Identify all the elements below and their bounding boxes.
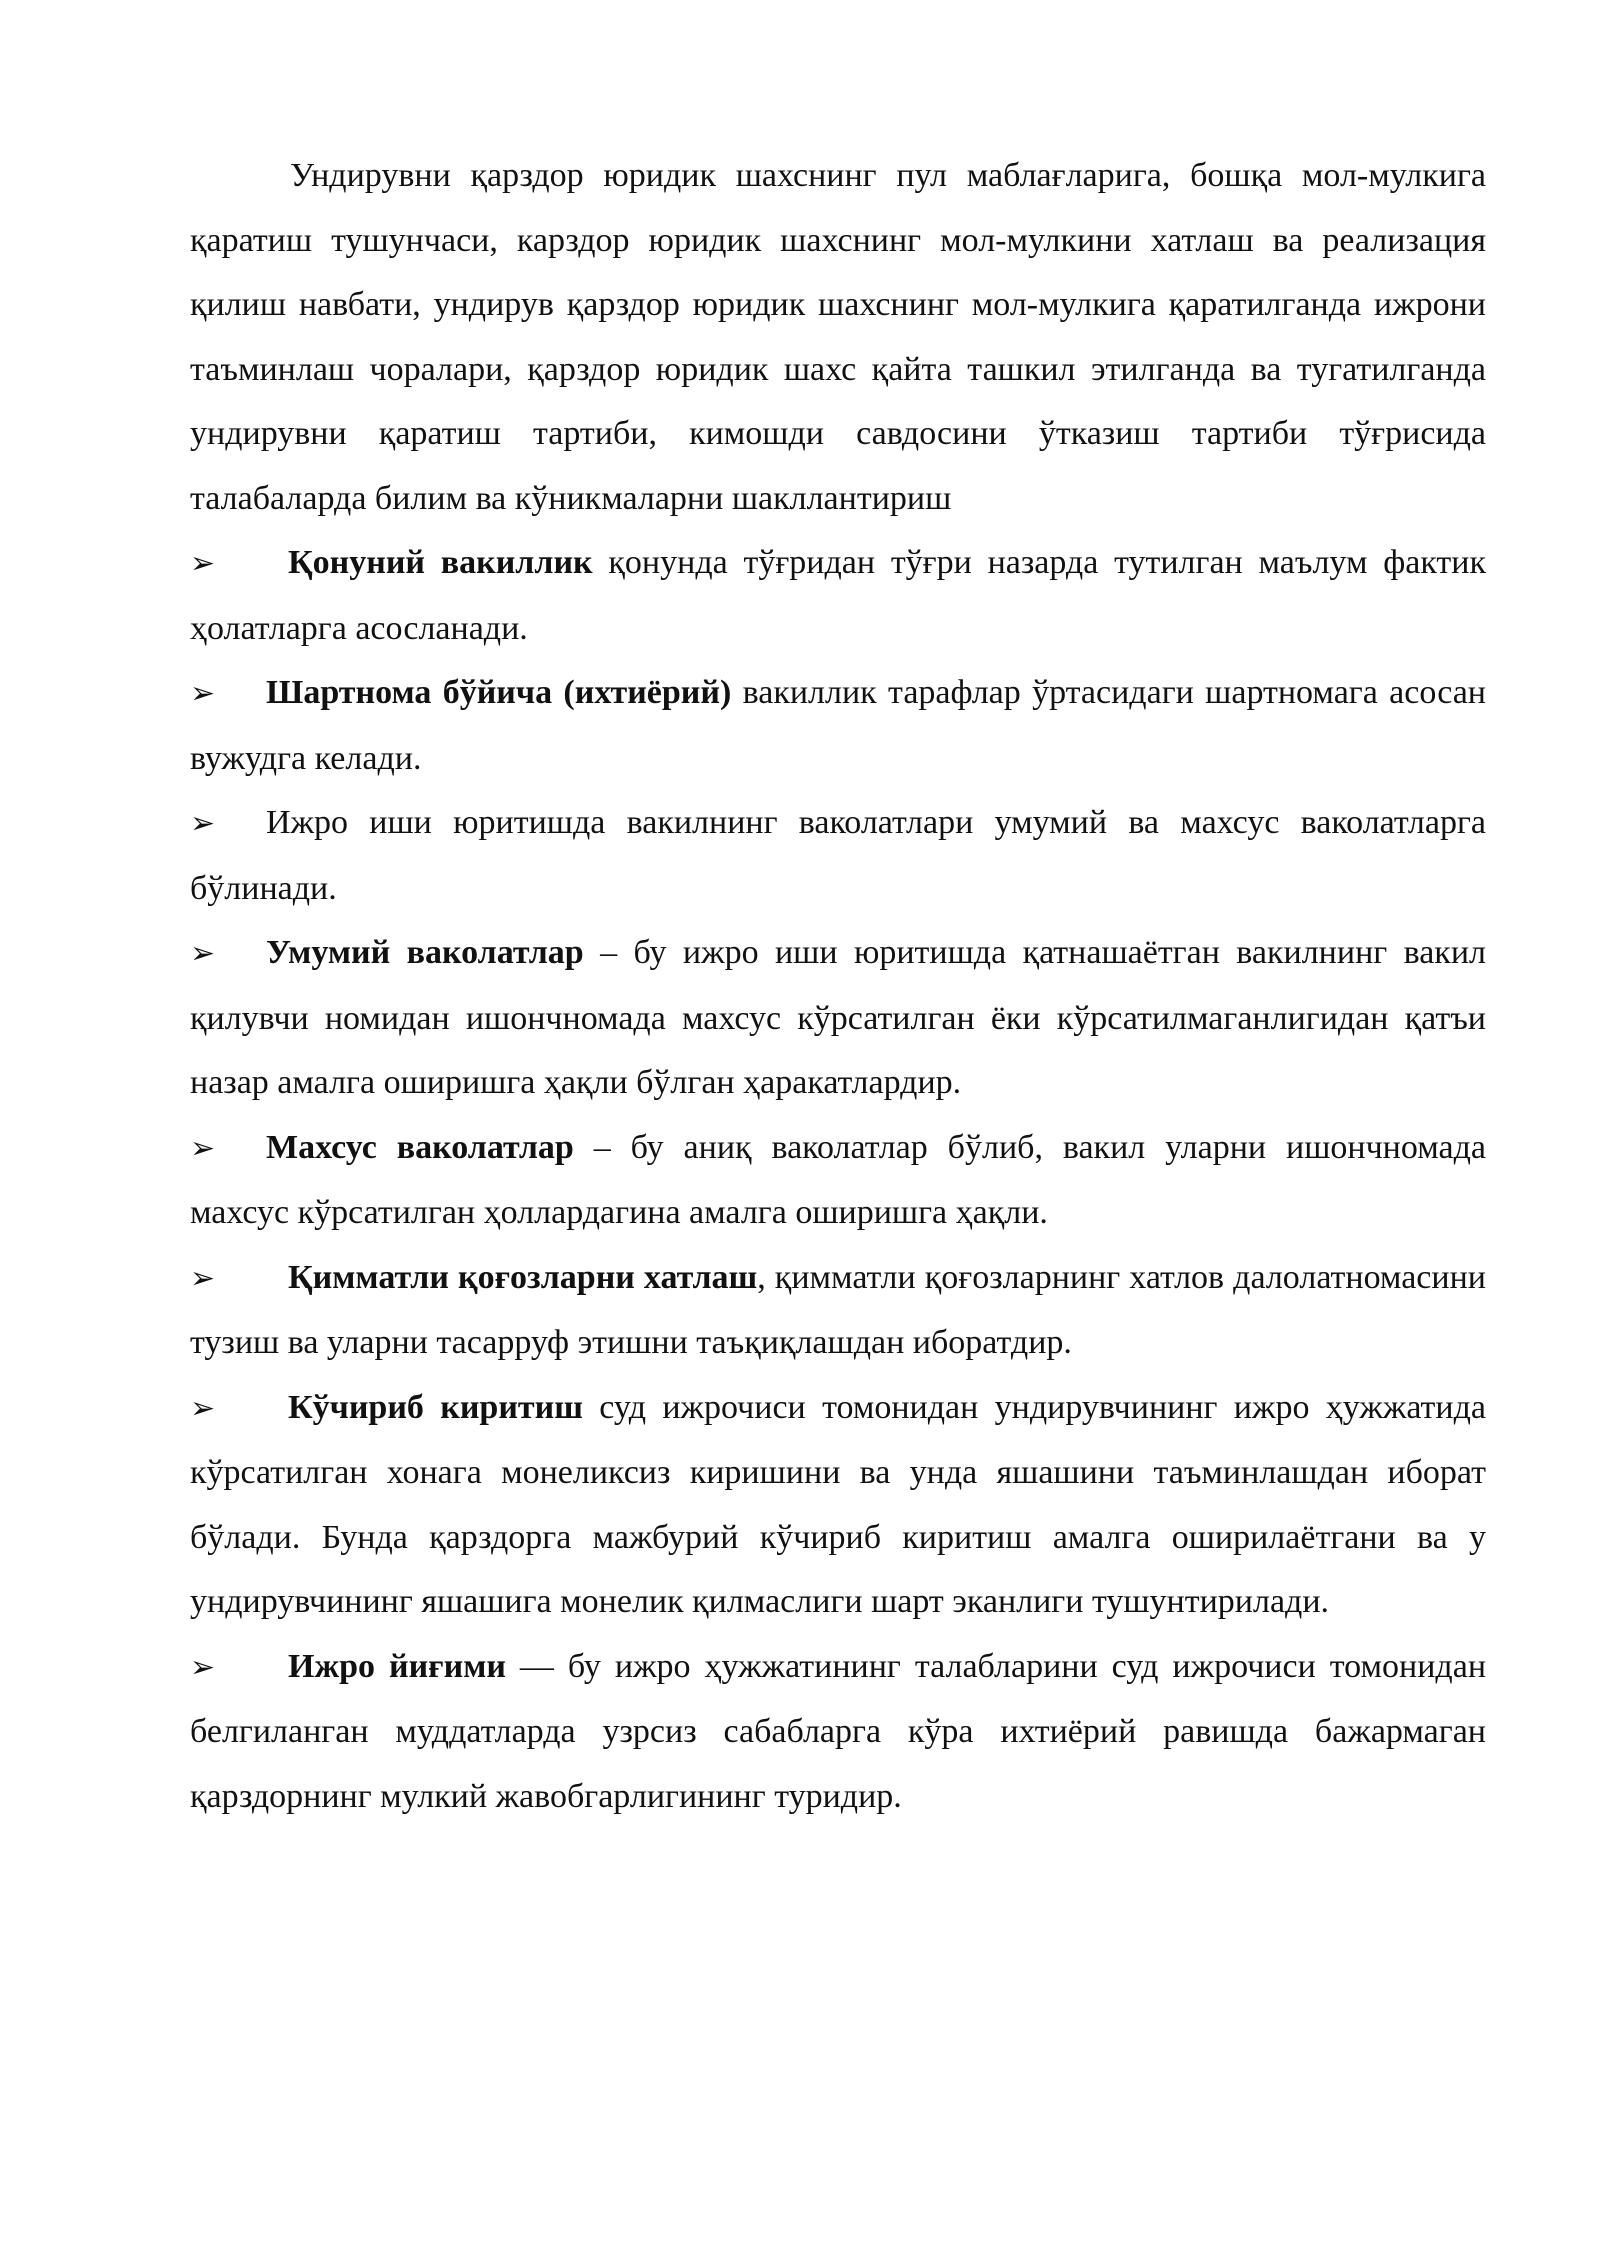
bullet-item-enforcement-fee — [190, 1635, 1486, 1830]
bullet-item-special-powers — [190, 1116, 1486, 1246]
bullet-item-move-in — [190, 1376, 1486, 1635]
bullet-item-powers-division — [190, 791, 1486, 921]
bullet-item-securities-seizure — [190, 1246, 1486, 1376]
bullet-text: , қимматли қоғозларнинг хатлов далолатномасини тузиш ва уларни тасарруф этишни таъқиқлашдан иборатдир. — [190, 1258, 1486, 1361]
arrowhead-bullet-icon: ➢ — [190, 546, 216, 581]
bullet-term: Қимматли қоғозларни хатлаш — [288, 1258, 758, 1296]
bullet-text: суд ижрочиси томонидан ундирувчининг ижро ҳужжатида кўрсатилган хонага монеликсиз киришини ва унда яшашини таъминлашдан иборат бўлади. Бунда қарздорга мажбурий кўчириб киритиш амалга оширилаётгани ва у ундирувчининг яшашига монелик қилмаслиги шарт эканлиги тушунтирилади. — [190, 1388, 1486, 1620]
bullet-item-legal-representation — [190, 531, 1486, 661]
arrowhead-bullet-icon: ➢ — [190, 1260, 216, 1296]
bullet-term: Шартнома бўйича (ихтиёрий) — [266, 674, 732, 711]
arrowhead-bullet-icon: ➢ — [190, 676, 216, 711]
arrowhead-bullet-icon: ➢ — [190, 1390, 216, 1426]
bullet-term: Кўчириб киритиш — [288, 1388, 583, 1426]
bullet-term: Ижро йиғими — [288, 1647, 506, 1685]
arrowhead-bullet-icon: ➢ — [190, 1649, 216, 1685]
bullet-text: — бу ижро ҳужжатининг талабларини суд ижрочиси томонидан белгиланган муддатларда узрсиз сабабларга кўра ихтиёрий равишда бажармаган қарздорнинг мулкий жавобгарлигининг туридир. — [190, 1647, 1487, 1815]
bullet-item-contract-representation — [190, 661, 1486, 791]
bullet-term: Умумий ваколатлар — [266, 934, 584, 971]
bullet-text: вакиллик тарафлар ўртасидаги шартномага асосан вужудга келади. — [190, 674, 1486, 777]
bullet-text: Ижро иши юритишда вакилнинг ваколатлари умумий ва махсус ваколатларга бўлинади. — [190, 804, 1486, 907]
document-page — [190, 144, 1486, 1829]
arrowhead-bullet-icon: ➢ — [190, 1130, 216, 1166]
arrowhead-bullet-icon: ➢ — [190, 936, 216, 971]
bullet-term: Махсус ваколатлар — [266, 1128, 574, 1166]
bullet-text: қонунда тўғридан тўғри назарда тутилган маълум фактик ҳолатларга асосланади. — [190, 544, 1487, 647]
intro-paragraph: Ундирувни қарздор юридик шахснинг пул маблағларига, бошқа мол-мулкига қаратиш тушунчаси, карздор юридик шахснинг мол-мулкини хатлаш ва реализация қилиш навбати, ундирув қарздор юридик шахснинг мол-мулкига қаратилганда ижрони таъминлаш чоралари, қарздор юридик шахс қайта ташкил этилганда ва тугатилганда ундирувни қаратиш тартиби, кимошди савдосини ўтказиш тартиби тўғрисида талабаларда билим ва кўникмаларни шакллантириш — [190, 157, 1486, 517]
bullet-item-general-powers — [190, 921, 1486, 1116]
bullet-text: – бу аниқ ваколатлар бўлиб, вакил уларни ишончномада махсус кўрсатилган ҳоллардагина амалга оширишга ҳақли. — [190, 1128, 1486, 1231]
bullet-text: – бу ижро иши юритишда қатнашаётган вакилнинг вакил қилувчи номидан ишончномада махсус кўрсатилган ёки кўрсатилмаганлигидан қатъи назар амалга оширишга ҳақли бўлган ҳаракатлардир. — [190, 934, 1486, 1101]
arrowhead-bullet-icon: ➢ — [190, 806, 216, 841]
bullet-term: Қонуний вакиллик — [288, 544, 593, 581]
